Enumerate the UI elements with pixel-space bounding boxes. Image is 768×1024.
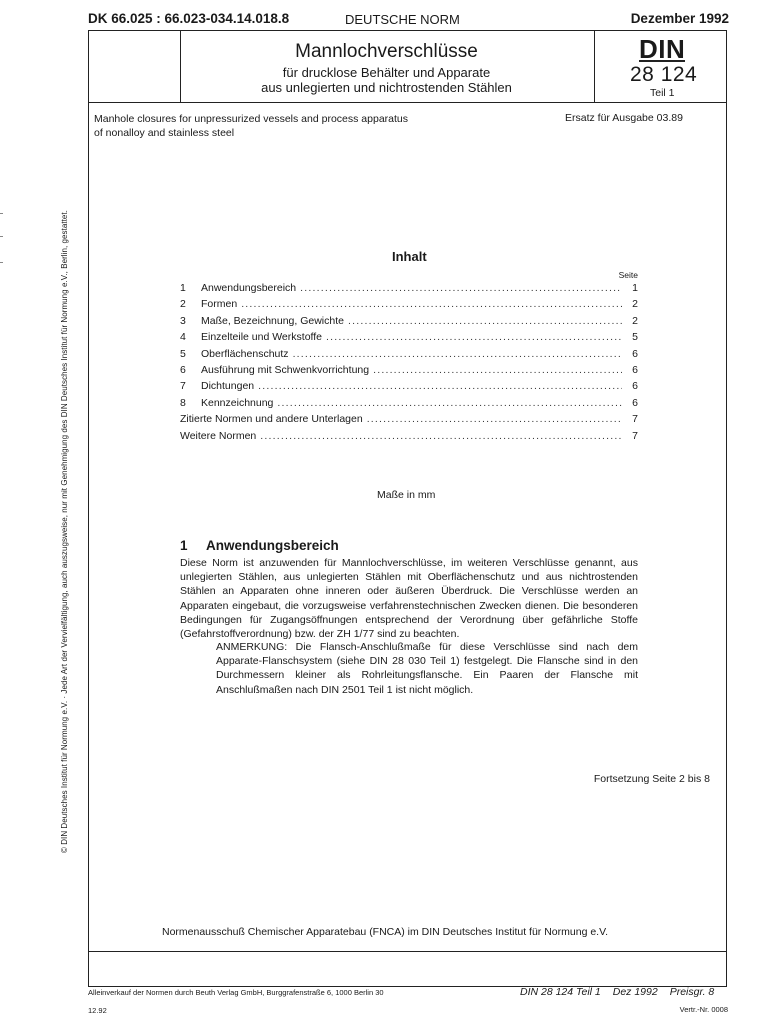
committee-line: Normenausschuß Chemischer Apparatebau (FNCA) im DIN Deutsches Institut für Normung e.V.: [162, 926, 609, 938]
toc-leader-dots: [367, 413, 622, 425]
toc-entry-title: Weitere Normen: [180, 429, 257, 442]
toc-entry-number: 4: [180, 331, 186, 344]
issue-date: Dezember 1992: [630, 11, 729, 26]
din-logo-underline: [639, 60, 685, 62]
toc-entry-title: Formen: [201, 298, 238, 311]
toc-entry-page: 7: [632, 413, 638, 426]
sales-notice: Alleinverkauf der Normen durch Beuth Verlag GmbH, Burggrafenstraße 6, 1000 Berlin 30: [88, 988, 384, 997]
toc-entry-number: 1: [180, 282, 186, 294]
toc-page-column-label: Seite: [618, 270, 638, 280]
toc-entry: [180, 364, 638, 380]
title-box-right-divider: [594, 31, 595, 102]
footer-date: Dez 1992: [612, 986, 658, 998]
replaces-edition: Ersatz für Ausgabe 03.89: [565, 112, 683, 124]
toc-leader-dots: [293, 348, 622, 360]
footer-price-group: Preisgr. 8: [669, 986, 715, 998]
footer-standard-number: DIN 28 124 Teil 1: [520, 986, 601, 998]
toc-entry-title: Anwendungsbereich: [201, 282, 297, 294]
toc-entry-title: Zitierte Normen und andere Unterlagen: [180, 413, 363, 426]
section-1-heading: [180, 538, 339, 553]
toc-entry: [180, 348, 638, 364]
units-note: Maße in mm: [377, 489, 436, 501]
toc-entry-page: 6: [632, 364, 638, 376]
english-title: [94, 112, 484, 140]
toc-entry-title: Maße, Bezeichnung, Gewichte: [201, 314, 344, 327]
toc-entry-page: 6: [632, 347, 638, 360]
toc-heading: Inhalt: [392, 249, 427, 264]
title-box-bottom-rule: [89, 102, 726, 103]
toc-entry-number: 5: [180, 347, 186, 360]
toc-entry-page: 6: [632, 396, 638, 409]
toc-entry: [180, 380, 638, 396]
toc-entry-title: Kennzeichnung: [201, 396, 274, 409]
continuation-note: Fortsetzung Seite 2 bis 8: [593, 773, 710, 785]
toc-entry-page: 2: [632, 298, 638, 311]
toc-entry-number: 6: [180, 364, 186, 376]
footer-reference: [520, 986, 726, 998]
toc-entry-title: Ausführung mit Schwenkvorrichtung: [201, 364, 370, 376]
toc-leader-dots: [348, 315, 622, 327]
standard-number: 28 124: [630, 63, 698, 86]
toc-leader-dots: [258, 380, 622, 392]
toc-entry: [180, 298, 638, 314]
toc-entry: [180, 331, 638, 347]
toc-leader-dots: [300, 282, 622, 294]
din-logo: DIN: [639, 34, 686, 64]
toc-entry-number: 3: [180, 314, 186, 327]
norm-type-label: DEUTSCHE NORM: [345, 12, 460, 27]
section-1-note: ANMERKUNG: Die Flansch-Anschlußmaße für diese Verschlüsse sind nach dem Apparate-Flanschsystem (siehe DIN 28 030 Teil 1) festgelegt. Die Flansche sind in den Durchmessern kleiner als Rohrleitungsflansche. Ein Paaren der Flansche mit Anschlußmaßen nach DIN 2501 Teil 1 ist nicht möglich.: [216, 641, 638, 696]
section-1-body: Diese Norm ist anzuwenden für Mannlochverschlüsse, im weiteren Verschlüsse genannt, aus unlegierten Stählen, aus unlegierten Stählen mit Oberflächenschutz und aus nichtrostenden Stählen an Apparaten ohne inneren oder äußeren Überdruck. Die Verschlüsse werden an Apparaten eingebaut, die vorzugsweise verfahrenstechnischen Zwecken dienen. Die besonderen Bedingungen für Zugangsöffnungen entsprechend der Verordnung über gefährliche Stoffe (Gefahrstoffverordnung) bzw. der ZH 1/77 sind zu beachten.: [180, 557, 638, 641]
toc-entry-page: 1: [632, 282, 638, 294]
toc-leader-dots: [241, 298, 622, 310]
margin-mark: [0, 262, 3, 263]
margin-mark: [0, 236, 3, 237]
distribution-number: Vertr.-Nr. 0008: [679, 1005, 728, 1014]
toc-leader-dots: [326, 331, 622, 343]
toc-entry: [180, 413, 638, 429]
toc-entry-number: 8: [180, 396, 186, 409]
document-title: Mannlochverschlüsse: [295, 41, 478, 62]
toc-entry-page: 2: [632, 314, 638, 327]
toc-entry-page: 6: [632, 380, 638, 393]
toc-entry: [180, 282, 638, 298]
toc-entry: [180, 430, 638, 446]
margin-mark: [0, 213, 3, 214]
english-title-line-2: of nonalloy and stainless steel: [94, 127, 235, 139]
subtitle-line-2: aus unlegierten und nichtrostenden Stählen: [261, 80, 512, 95]
toc-entry-number: 2: [180, 298, 186, 311]
toc-entry-page: 7: [632, 429, 638, 442]
toc-entry-page: 5: [632, 331, 638, 344]
document-subtitle: [180, 65, 593, 95]
toc-entry-title: Dichtungen: [201, 380, 255, 393]
toc-leader-dots: [373, 364, 622, 376]
subtitle-line-1: für drucklose Behälter und Apparate: [282, 65, 491, 80]
standard-part: Teil 1: [650, 87, 675, 99]
copyright-notice: © DIN Deutsches Institut für Normung e.V. · Jede Art der Vervielfältigung, auch auszugsweise, nur mit Genehmigung des DIN Deutsches Institut für Normung e.V., Berlin, gestattet.: [60, 210, 69, 853]
toc-entry-number: 7: [180, 380, 186, 393]
print-issue: 12.92: [88, 1006, 107, 1015]
toc-entry-title: Einzelteile und Werkstoffe: [201, 331, 323, 344]
footer-top-rule: [89, 951, 726, 952]
toc-entry: [180, 315, 638, 331]
toc-leader-dots: [277, 397, 622, 409]
toc-leader-dots: [260, 430, 622, 442]
toc-entry: [180, 397, 638, 413]
section-number: 1: [180, 538, 188, 553]
toc-entry-title: Oberflächenschutz: [201, 347, 289, 360]
document-classification: DK 66.025 : 66.023-034.14.018.8: [88, 11, 290, 26]
section-title: Anwendungsbereich: [206, 538, 339, 553]
page-frame: [88, 30, 727, 987]
english-title-line-1: Manhole closures for unpressurized vessels and process apparatus: [94, 113, 409, 125]
